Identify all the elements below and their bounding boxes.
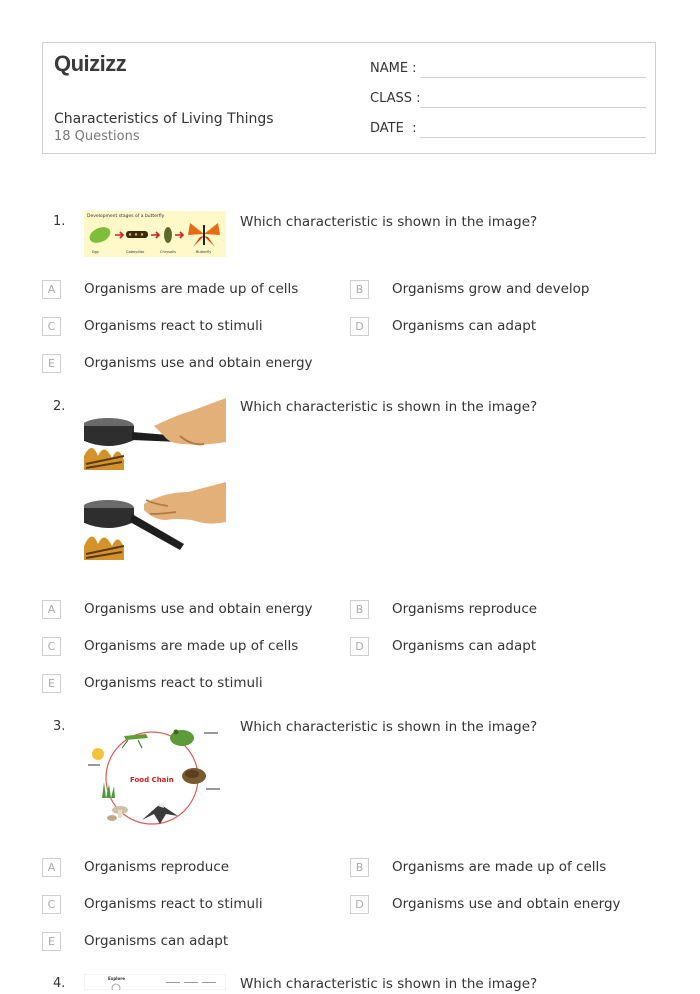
- option-letter-box: C: [42, 895, 61, 914]
- image-caption: Development stages of a butterfly: [87, 214, 165, 219]
- class-line[interactable]: [420, 107, 646, 108]
- name-label: NAME :: [370, 61, 417, 76]
- option-text: Organisms are made up of cells: [392, 859, 607, 875]
- option-letter-box: C: [42, 317, 61, 336]
- option-text: Organisms react to stimuli: [84, 318, 263, 334]
- option-letter-box: C: [42, 637, 61, 656]
- option-text: Organisms use and obtain energy: [84, 601, 313, 617]
- date-field: [370, 121, 416, 136]
- option-text: Organisms react to stimuli: [84, 675, 263, 691]
- option-text: Organisms can adapt: [84, 933, 229, 949]
- class-field: [370, 91, 421, 106]
- date-label: DATE :: [370, 121, 417, 136]
- option-text: Organisms grow and develop: [392, 281, 590, 297]
- option-letter-box: D: [350, 895, 369, 914]
- option-letter-box: E: [42, 354, 61, 373]
- butterfly-life-cycle-image: [84, 211, 226, 257]
- question-text: Which characteristic is shown in the image?: [240, 214, 538, 230]
- name-field: [370, 61, 417, 76]
- question-number: 1.: [53, 214, 66, 229]
- question-text: Which characteristic is shown in the image?: [240, 399, 538, 415]
- diagram-image: [84, 974, 226, 990]
- stage-label-chrysalis: Chrysalis: [160, 250, 176, 254]
- option-text: Organisms can adapt: [392, 638, 537, 654]
- option-text: Organisms reproduce: [392, 601, 538, 617]
- food-chain-caption: Food Chain: [130, 776, 174, 784]
- hot-pan-hand-image: [84, 396, 226, 576]
- option-letter-box: A: [42, 280, 61, 299]
- option-letter-box: B: [350, 600, 369, 619]
- option-text: Organisms are made up of cells: [84, 638, 299, 654]
- stage-label-caterpillar: Caterpillar: [126, 250, 145, 254]
- option-letter-box: E: [42, 932, 61, 951]
- question-number: 4.: [53, 976, 66, 991]
- stage-label-egg: Egg: [92, 250, 99, 254]
- option-letter-box: E: [42, 674, 61, 693]
- option-letter-box: B: [350, 280, 369, 299]
- option-text: Organisms use and obtain energy: [84, 355, 313, 371]
- stage-label-butterfly: Butterfly: [196, 250, 212, 254]
- option-letter-box: A: [42, 858, 61, 877]
- option-text: Organisms are made up of cells: [84, 281, 299, 297]
- worksheet-title: Characteristics of Living Things: [54, 111, 274, 127]
- option-letter-box: D: [350, 317, 369, 336]
- option-text: Organisms react to stimuli: [84, 896, 263, 912]
- option-letter-box: D: [350, 637, 369, 656]
- option-text: Organisms use and obtain energy: [392, 896, 621, 912]
- date-line[interactable]: [420, 137, 646, 138]
- class-label: CLASS :: [370, 91, 421, 106]
- question-count: 18 Questions: [54, 129, 140, 144]
- option-text: Organisms can adapt: [392, 318, 537, 334]
- option-letter-box: A: [42, 600, 61, 619]
- question-number: 3.: [53, 719, 66, 734]
- quizizz-logo: Quizizz: [54, 51, 127, 76]
- question-text: Which characteristic is shown in the image?: [240, 976, 538, 992]
- food-chain-image: [84, 716, 226, 834]
- question-text: Which characteristic is shown in the image?: [240, 719, 538, 735]
- question-number: 2.: [53, 399, 66, 414]
- option-letter-box: B: [350, 858, 369, 877]
- option-text: Organisms reproduce: [84, 859, 230, 875]
- name-line[interactable]: [420, 77, 646, 78]
- diagram-caption: Explore: [108, 976, 125, 981]
- worksheet-header: [42, 42, 656, 154]
